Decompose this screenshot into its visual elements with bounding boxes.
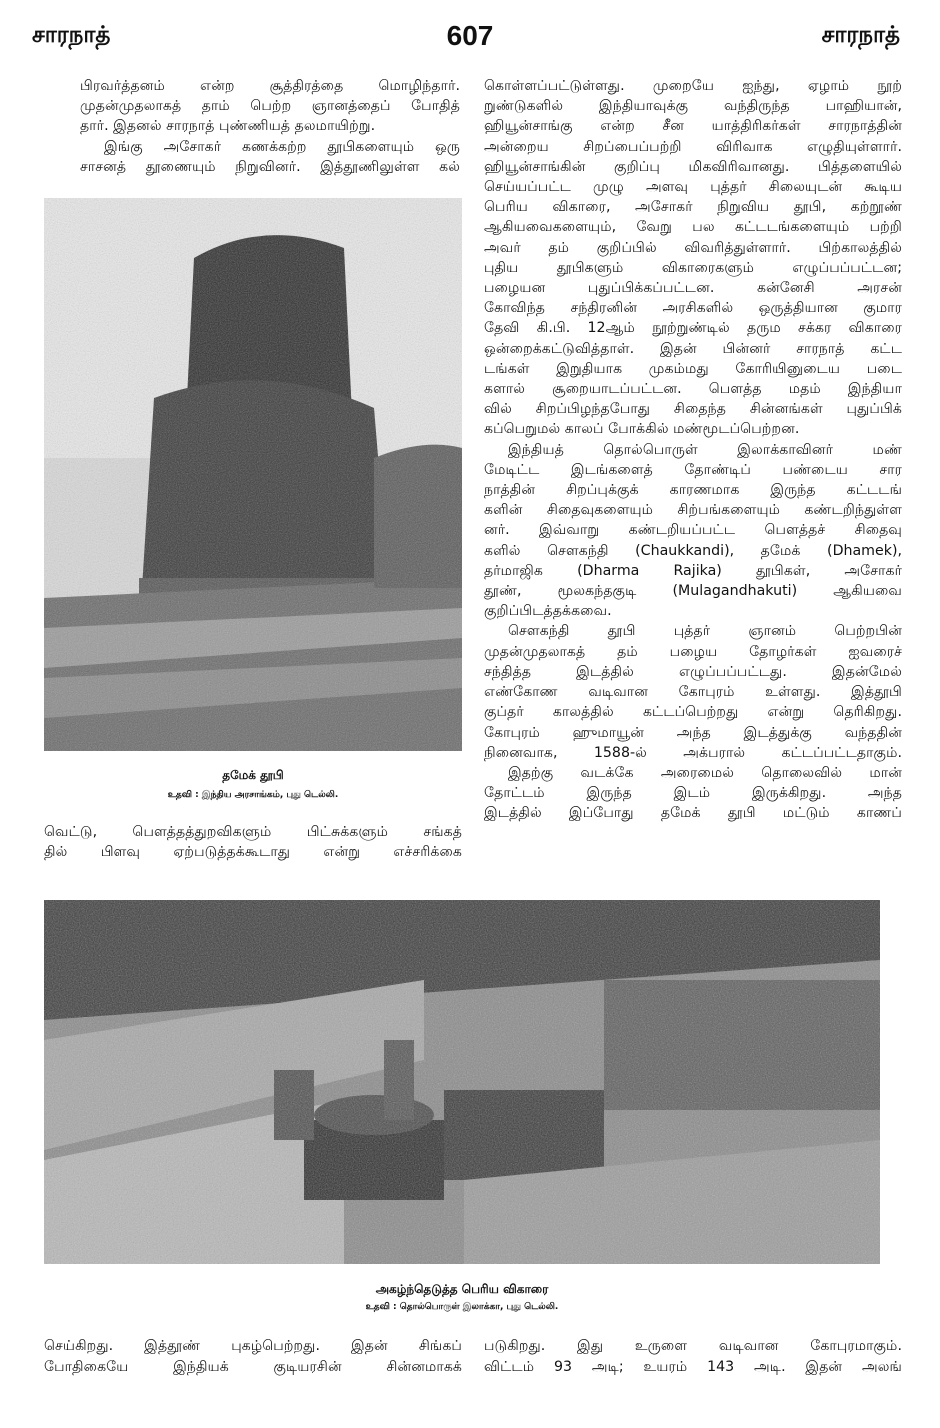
excavated-vihara-illustration [44,900,880,1264]
text-line: கோபுரம் ஹுமாயூன் அந்த இடத்துக்கு வந்ததின் [484,724,902,741]
text-line: இதற்கு வடக்கே அரைமைல் தொலைவில் மான் [508,764,902,781]
running-header-left: சாரநாத் [32,22,111,48]
text-line: விட்டம் 93 அடி; உயரம் 143 அடி. இதன் அலங் [484,1359,902,1375]
text-line: இடத்தில் இப்போது தமேக் தூபி மட்டும் காணப் [484,805,902,822]
left-column-bottom-text [44,822,462,862]
text-line: படுகிறது. இது உருளை வடிவான கோபுரமாகும். [484,1338,902,1354]
text-line: முதன்முதலாகத் தம் பழைய தோழர்கள் ஐவரைச் [484,643,902,660]
text-line: வில் சிறப்பிழந்தபோது சிதைந்த சின்னங்கள் புதுப்பிக் [484,401,902,418]
text-line: போதிகையே இந்தியக் குடியரசின் சின்னமாகக் [44,1359,462,1375]
text-line: கோவிந்த சந்திரனின் அரசிகளில் ஒருத்தியான குமார [484,300,902,317]
text-line: குறிப்பிடத்தக்கவை. [484,603,612,620]
text-line: சந்தித்த இடத்தில் எழுப்பப்பட்டது. இதன்மேல் [484,663,902,680]
text-line: முதன்முதலாகத் தாம் பெற்ற ஞானத்தைப் போதித் [80,98,460,115]
text-line: சௌகந்தி தூபி புத்தர் ஞானம் பெற்றபின் [508,623,902,640]
text-line: களில் சௌகந்தி (Chaukkandi), தமேக் (Dhamek), [484,542,902,559]
text-line: அவர் தம் குறிப்பில் விவரித்துள்ளார். பிற்காலத்தில் [484,239,902,256]
text-line: தேவி கி.பி. 12ஆம் நூற்றுண்டில் தரும சக்கர விகாரை [484,320,902,337]
text-line: இந்தியத் தொல்பொருள் இலாக்காவினர் மண் [508,441,902,458]
running-header-right: சாரநாத் [821,22,900,48]
text-line: தர்மாஜிக (Dharma Rajika) தூபிகள், அசோகர் [484,562,902,579]
text-line: ஹியூன்சாங்கின் குறிப்பு மிகவிரிவானது. பித்தளையில் [484,158,902,175]
text-line: களின் சிதைவுகளையும் சிற்பங்களையும் கண்டறிந்துள்ள [484,502,902,519]
text-line: தார். இதனல் சாரநாத் புண்ணியத் தலமாயிற்று. [80,118,376,135]
bottom-right-text [484,1336,902,1378]
text-line: குப்தர் காலத்தில் கட்டப்பெற்றது என்று தெரிகிறது. [484,704,902,721]
text-line: னர். இவ்வாறு கண்டறியப்பட்ட பௌத்தச் சிதைவு [484,522,902,539]
text-line: டங்கள் இறுதியாக முகம்மது கோரியினுடைய படை [484,360,902,377]
text-line: எண்கோண வடிவான கோபுரம் உள்ளது. இத்தூபி [484,684,902,701]
text-line: தூண், மூலகந்தகுடி (Mulagandhakuti) ஆகியவை [484,583,902,600]
text-line: பிரவர்த்தனம் என்ற சூத்திரத்தை மொழிந்தார். [80,78,460,94]
bottom-left-text [44,1336,462,1378]
photo-excavated-vihara [44,900,880,1264]
text-line: மேடிட்ட இடங்களைத் தோண்டிப் பண்டைய சார [484,461,902,478]
text-line: செய்யப்பட்ட முழு அளவு புத்தர் சிலையுடன் கூடிய [484,179,902,196]
text-line: புதிய தூபிகளும் விகாரைகளும் எழுப்பப்பட்டன; [484,259,902,276]
text-line: செய்கிறது. இத்தூண் புகழ்பெற்றது. இதன் சிங்கப் [44,1338,462,1354]
text-line: தோட்டம் இருந்த இடம் இருக்கிறது. அந்த [484,785,902,802]
text-line: தில் பிளவு ஏற்படுத்தக்கூடாது என்று எச்சரிக்கை [44,844,462,861]
text-line: களால் சூறையாடப்பட்டன. பௌத்த மதம் இந்தியா [484,381,902,398]
text-line: ஹியூன்சாங்கு என்ற சீன யாத்திரிகர்கள் சாரநாத்தின் [484,118,902,135]
right-column-text [484,76,902,824]
photo-2-credit: உதவி : தொல்பொருள் இலாக்கா, புது டெல்லி. [365,1302,559,1312]
dhamek-stupa-illustration [44,198,462,751]
text-line: றுண்டுகளில் இந்தியாவுக்கு வந்திருந்த பாஹியான், [484,98,902,115]
text-line: கப்பெறுமல் காலப் போக்கில் மண்மூடப்பெற்றன. [484,421,800,438]
page-number: 607 [446,20,494,51]
text-line: ஒன்றைக்கட்டுவித்தாள். இதன் பின்னர் சாரநாத் கட்ட [484,340,902,357]
photo-2-caption: அகழ்ந்தெடுத்த பெரிய விகாரை [375,1282,549,1296]
text-line: ஆகியவைகளையும், வேறு பல கட்டடங்களையும் பற்றி [484,219,902,236]
text-line: பழையன புதுப்பிக்கப்பட்டன. கன்னேசி அரசன் [484,280,902,297]
left-column-top-text [80,76,460,177]
photo-1-credit: உதவி : இந்திய அரசாங்கம், புது டெல்லி. [167,790,339,800]
text-line: இங்கு அசோகர் கணக்கற்ற தூபிகளையும் ஒரு [104,138,460,155]
text-line: வெட்டு, பௌத்தத்துறவிகளும் பிட்சுக்களும் சங்கத் [44,824,462,840]
photo-1-caption: தமேக் தூபி [222,768,284,782]
photo-dhamek-stupa [44,198,462,751]
text-line: சாசனத் தூணையும் நிறுவினர். இத்தூணிலுள்ள கல் [80,158,460,175]
text-line: பெரிய விகாரை, அசோகர் நிறுவிய தூபி, கற்றூண் [484,199,902,216]
text-line: அன்றைய சிறப்பைப்பற்றி விரிவாக எழுதியுள்ளார். [484,138,902,155]
text-line: நாத்தின் சிறப்புக்குக் காரணமாக இருந்த கட்டடங் [484,482,902,499]
text-line: நினைவாக, 1588-ல் அக்பரால் கட்டப்பட்டதாகும். [484,744,902,761]
text-line: கொள்ளப்பட்டுள்ளது. முறையே ஐந்து, ஏழாம் நூற் [484,78,902,94]
